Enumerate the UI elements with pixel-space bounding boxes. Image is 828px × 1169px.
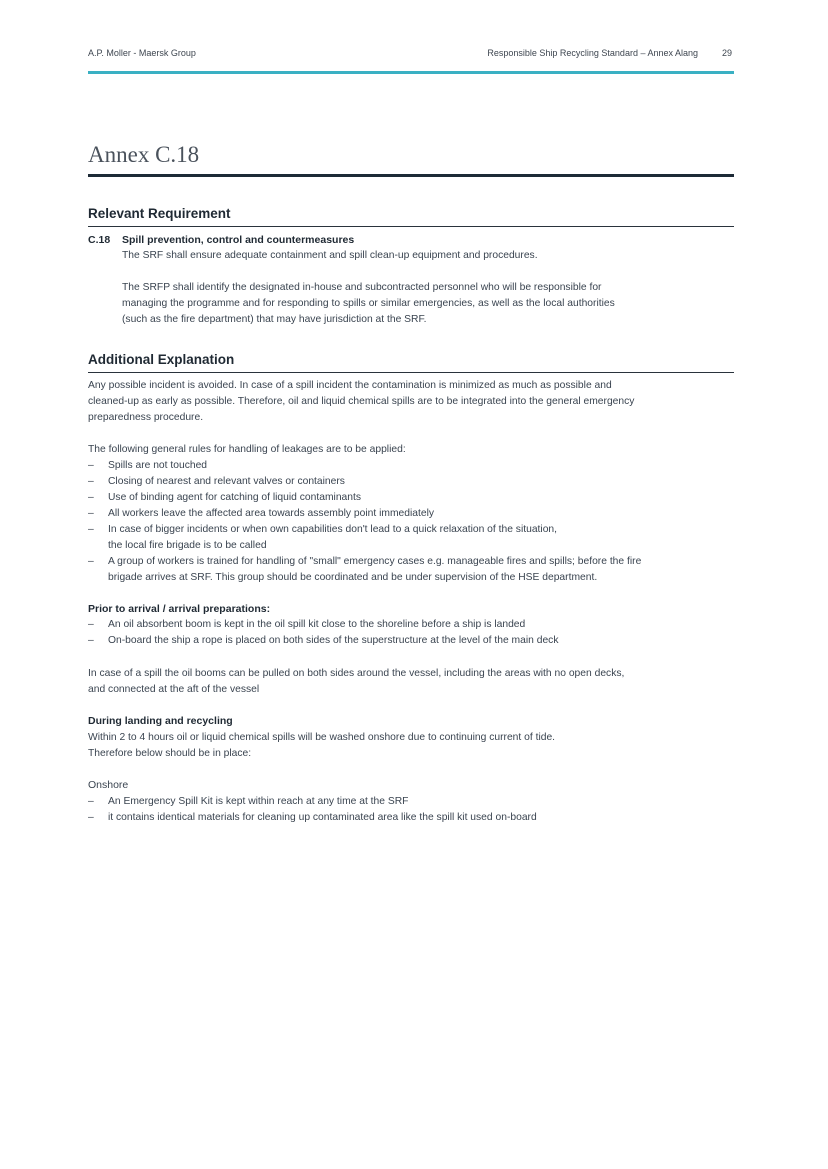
dash-bullet: – [88,812,94,823]
booms-paragraph [88,666,728,698]
list-item [88,810,728,826]
list-item-text: In case of bigger incidents or when own capabilities don't lead to a quick relaxation of the situation, [108,524,558,535]
text-line: managing the programme and for responding to spills or similar emergencies, as well as the local authorities [122,298,615,309]
relevant-requirement-heading: Relevant Requirement [88,206,231,221]
header-doc-title: Responsible Ship Recycling Standard – Annex Alang [487,48,698,58]
dash-bullet: – [88,556,94,567]
page-number: 29 [721,48,732,58]
onshore-heading: Onshore [88,779,129,791]
requirement-paragraph-1: The SRF shall ensure adequate containment and spill clean-up equipment and procedures. [122,250,538,261]
title-rule [88,174,734,177]
list-item-text: the local fire brigade is to be called [108,540,267,551]
text-line: Any possible incident is avoided. In case of a spill incident the contamination is minimized as much as possible and [88,380,612,391]
text-line: Therefore below should be in place: [88,748,252,759]
list-item-text: Use of binding agent for catching of liquid contaminants [108,492,362,503]
text-line: In case of a spill the oil booms can be pulled on both sides around the vessel, including the areas with no open decks, [88,668,625,679]
requirement-paragraph-2 [122,280,722,328]
list-item [88,474,728,490]
requirement-code: C.18 [88,234,111,246]
page-title: Annex C.18 [88,142,200,167]
page-header [88,48,734,62]
list-item-text: All workers leave the affected area towards assembly point immediately [108,508,435,519]
list-item [88,490,728,506]
prior-arrival-list [88,617,728,649]
text-line: preparedness procedure. [88,412,204,423]
list-item [88,506,728,522]
rules-list [88,458,728,586]
list-item-text: An Emergency Spill Kit is kept within reach at any time at the SRF [108,796,409,807]
text-line: (such as the fire department) that may have jurisdiction at the SRF. [122,314,427,325]
list-item-text: On-board the ship a rope is placed on both sides of the superstructure at the level of the main deck [108,635,559,646]
header-rule [88,71,734,74]
header-company: A.P. Moller - Maersk Group [88,48,196,58]
explanation-paragraph-1 [88,378,728,426]
text-line: The SRFP shall identify the designated in-house and subcontracted personnel who will be responsible for [122,282,602,293]
dash-bullet: – [88,508,94,519]
text-line: Within 2 to 4 hours oil or liquid chemical spills will be washed onshore due to continuing current of tide. [88,732,556,743]
additional-explanation-rule [88,372,734,373]
list-item [88,617,728,633]
additional-explanation-heading: Additional Explanation [88,352,235,367]
dash-bullet: – [88,635,94,646]
dash-bullet: – [88,524,94,535]
landing-paragraph [88,730,728,762]
rules-intro: The following general rules for handling of leakages are to be applied: [88,444,406,455]
relevant-requirement-rule [88,226,734,227]
onshore-list [88,794,728,826]
list-item-text: An oil absorbent boom is kept in the oil spill kit close to the shoreline before a ship is landed [108,619,526,630]
list-item-text: Spills are not touched [108,460,208,471]
dash-bullet: – [88,460,94,471]
list-item [88,633,728,649]
list-item-text: brigade arrives at SRF. This group should be coordinated and be under supervision of the HSE department. [108,572,598,583]
list-item-text: it contains identical materials for cleaning up contaminated area like the spill kit used on-board [108,812,537,823]
list-item [88,554,728,586]
prior-arrival-heading: Prior to arrival / arrival preparations: [88,603,271,615]
text-line: and connected at the aft of the vessel [88,684,260,695]
list-item [88,794,728,810]
text-line: cleaned-up as early as possible. Therefore, oil and liquid chemical spills are to be integrated into the general emergency [88,396,635,407]
list-item [88,458,728,474]
dash-bullet: – [88,796,94,807]
landing-heading: During landing and recycling [88,715,233,727]
list-item [88,522,728,554]
list-item-text: A group of workers is trained for handling of "small" emergency cases e.g. manageable fires and spills; before the fire [108,556,642,567]
requirement-title: Spill prevention, control and countermeasures [122,234,355,246]
dash-bullet: – [88,476,94,487]
list-item-text: Closing of nearest and relevant valves or containers [108,476,345,487]
dash-bullet: – [88,619,94,630]
dash-bullet: – [88,492,94,503]
